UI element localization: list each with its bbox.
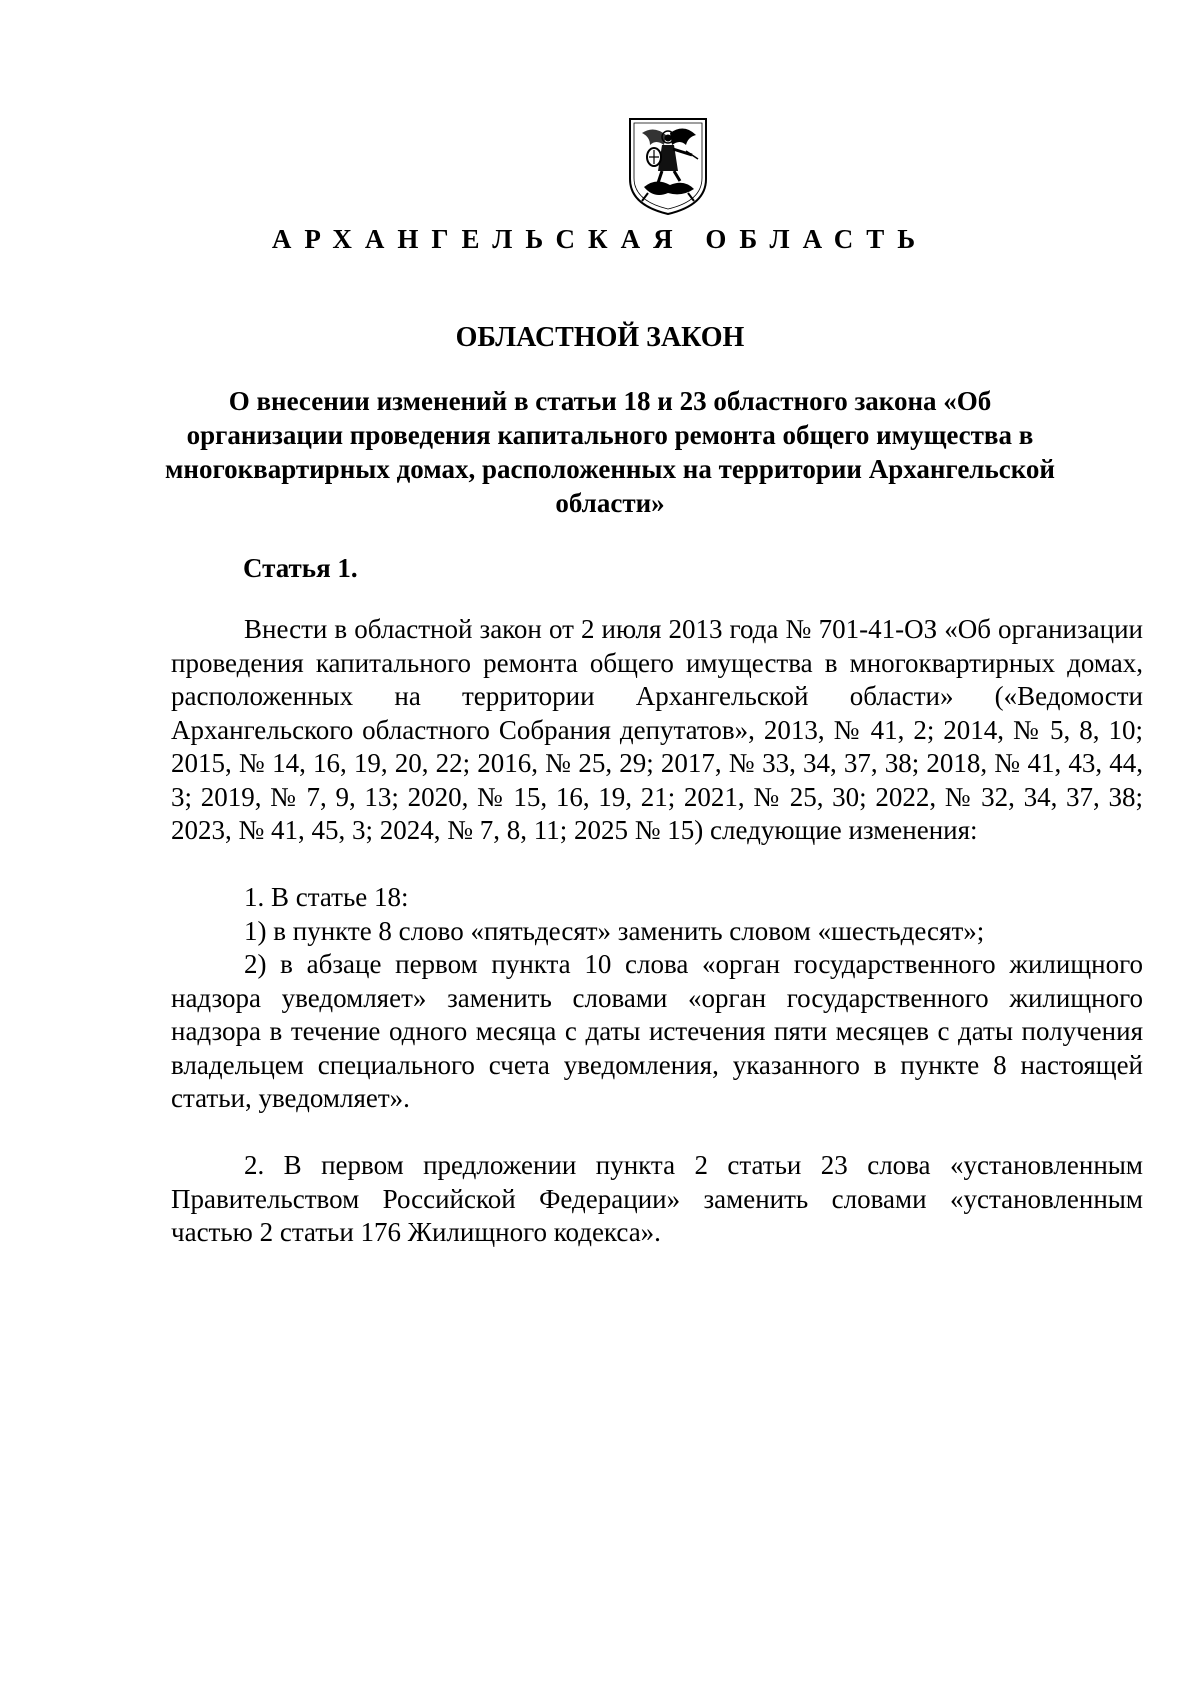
item-1-subitem-2: 2) в абзаце первом пункта 10 слова «орган государственного жилищного надзора уведомляет» заменить словами «орган государственного жилищного надзора в течение одного месяца с даты истечения пяти месяцев с даты получения владельцем специального счета уведомления, указанного в пункте 8 настоящей статьи, уведомляет».	[171, 949, 1143, 1113]
article-heading: Статья 1.	[243, 553, 358, 583]
item-2-paragraph: 2. В первом предложении пункта 2 статьи 23 слова «установленным Правительством Российской Федерации» заменить словами «установленным частью 2 статьи 176 Жилищного кодекса».	[171, 1150, 1143, 1247]
law-title: О внесении изменений в статьи 18 и 23 областного закона «Об организации проведения капитального ремонта общего имущества в многоквартирных домах, расположенных на территории Архангельской области»	[165, 386, 1055, 518]
article-body	[171, 613, 1143, 1250]
law-type-heading: ОБЛАСТНОЙ ЗАКОН	[455, 322, 745, 353]
item-1-heading: 1. В статье 18:	[244, 882, 409, 912]
region-name: АРХАНГЕЛЬСКАЯ ОБЛАСТЬ	[271, 224, 929, 254]
article-intro-paragraph: Внести в областной закон от 2 июля 2013 года № 701-41-ОЗ «Об организации проведения капитального ремонта общего имущества в многоквартирных домах, расположенных на территории Архангельской области» («Ведомости Архангельского областного Собрания депутатов», 2013, № 41, 2; 2014, № 5, 8, 10; 2015, № 14, 16, 19, 20, 22; 2016, № 25, 29; 2017, № 33, 34, 37, 38; 2018, № 41, 43, 44, 3; 2019, № 7, 9, 13; 2020, № 15, 16, 19, 21; 2021, № 25, 30; 2022, № 32, 34, 37, 38; 2023, № 41, 45, 3; 2024, № 7, 8, 11; 2025 № 15) следующие изменения:	[171, 614, 1143, 845]
item-1-subitem-1: 1) в пункте 8 слово «пятьдесят» заменить словом «шестьдесят»;	[244, 915, 985, 946]
arkhangelsk-coat-of-arms-icon	[626, 115, 710, 217]
